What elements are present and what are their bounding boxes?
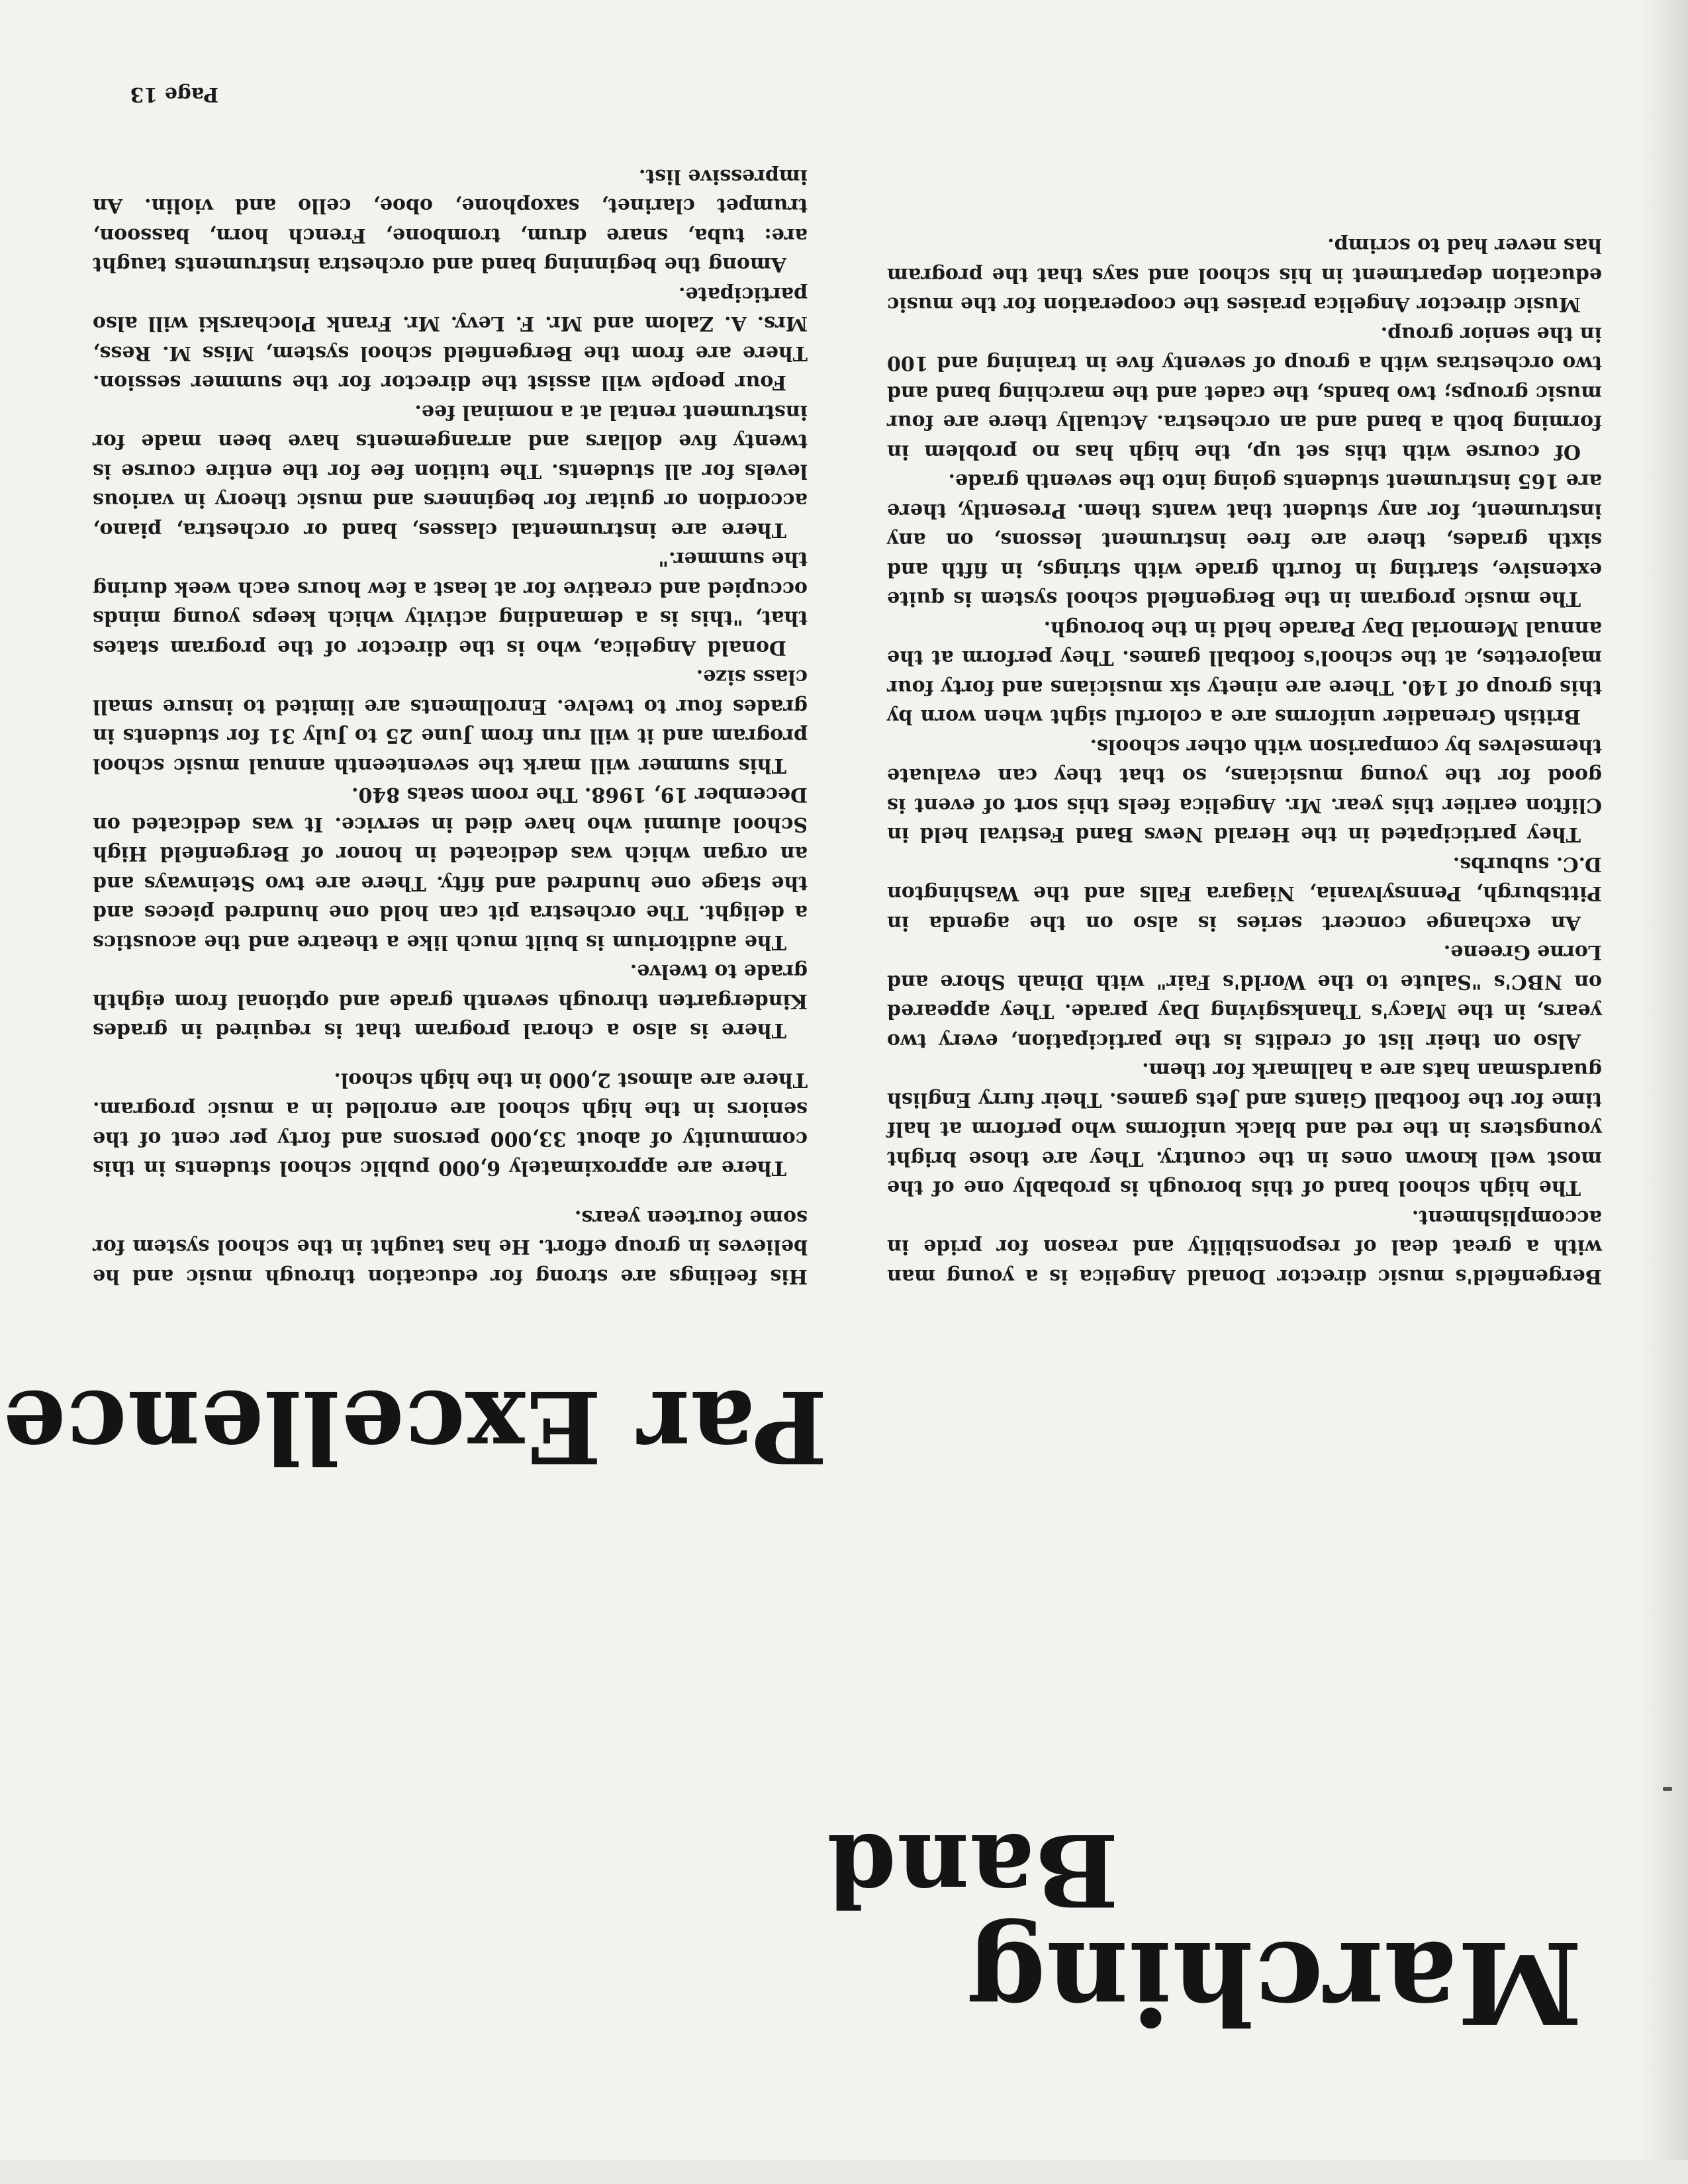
paragraph: Bergenfield's music director Donald Angelica is a young man with a great deal of responsibility and reason for pride in accomplishment. [887, 1206, 1602, 1288]
paragraph: An exchange concert series is also on the agenda in Pittsburgh, Pennsylvania, Niagara Falls and the Washington D.C. suburbs. [887, 852, 1602, 934]
paragraph: Also on their list of credits is the participation, every two years, in the Macy's Thanksgiving Day parade. They appeared on NBC's "Salute to the World's Fair" with Dinah Shore and Lorne Greene. [887, 940, 1602, 1052]
title-block [2, 1277, 1602, 2091]
paragraph: There is also a choral program that is required in grades Kindergarten through seventh grade and optional from eighth grade to twelve. [93, 960, 808, 1042]
paragraph: Four people will assist the director for the summer session. There are from the Bergenfield school system, Miss M. Ress, Mrs. A. Zalom and Mr. F. Levy. Mr. Frank Plocharski will also participate. [93, 283, 808, 394]
title-line-3: Par Excellence [2, 1368, 827, 1484]
title-line-1: Marching [966, 1916, 1582, 2048]
paragraph: The high school band of this borough is probably one of the most well known ones in the country. They are those bright youngsters in the red and black uniforms who perform at half time for the football Giants and Jets games. Their furry English guardsman hats are a hallmark for them. [887, 1058, 1602, 1200]
paragraph: Donald Angelica, who is the director of the program states that, "this is a demanding activity which keeps young minds occupied and creative for at least a few hours each week during the summer." [93, 547, 808, 659]
page-number: Page 13 [130, 83, 218, 106]
paragraph: Among the beginning band and orchestra instruments taught are: tuba, snare drum, trombone, French horn, bassoon, trumpet clarinet, saxophone, oboe, cello and violin. An impressive list. [93, 165, 808, 277]
paragraph: British Grenadier uniforms are a colorful sight when worn by this group of 140. There are ninety six musicians and forty four majorettes, at the school's football games. They perform at the annual Memorial Day Parade held in the borough. [887, 617, 1602, 729]
paragraph: The auditorium is built much like a theatre and the acoustics a delight. The orchestra pit can hold one hundred pieces and the stage one hundred and fifty. There are two Steinways and an organ which was dedicated in honor of Bergenfield High School alumni who have died in service. It was dedicated on December 19, 1968. The room seats 840. [93, 783, 808, 954]
paragraph: His feelings are strong for education through music and he believes in group effort. He has taught in the school system for some fourteen years. [93, 1206, 808, 1288]
paragraph: This summer will mark the seventeenth annual music school program and it will run from June 25 to July 31 for students in grades four to twelve. Enrollments are limited to insure small class size. [93, 665, 808, 777]
article-column-right [93, 161, 808, 1291]
paragraph: The music program in the Bergenfield school system is quite extensive, starting in fourth grade with strings, in fifth and sixth grades, there are free instrument lessons, on any instrument, for any student that wants them. Presently, there are 165 instrument students going into the seventh grade. [887, 469, 1602, 611]
paragraph: They participated in the Herald News Band Festival held in Clifton earlier this year. Mr. Angelica feels this sort of event is good for the young musicians, so that they can evaluate themselves by comparison with other schools. [887, 735, 1602, 846]
paragraph: There are instrumental classes, band or orchestra, piano, accordion or guitar for beginners and music theory in various levels for all students. The tuition fee for the entire course is twenty five dollars and arrangements have been made for instrument rental at a nominal fee. [93, 400, 808, 541]
paragraph: Of course with this set up, the high has no problem in forming both a band and an orchestra. Actually there are four music groups; two bands, the cadet and the marching band and two orchestras with a group of seventy five in training and 100 in the senior group. [887, 322, 1602, 463]
article-column-left [887, 230, 1602, 1291]
paragraph: There are approximately 6,000 public school students in this community of about 33,000 persons and forty per cent of the seniors in the high school are enrolled in a music program. There are almost 2,000 in the high school. [93, 1068, 808, 1180]
paragraph: Music director Angelica praises the cooperation for the music education department in his school and says that the program has never had to scrimp. [887, 234, 1602, 316]
title-line-2: Band [826, 1811, 1119, 1928]
